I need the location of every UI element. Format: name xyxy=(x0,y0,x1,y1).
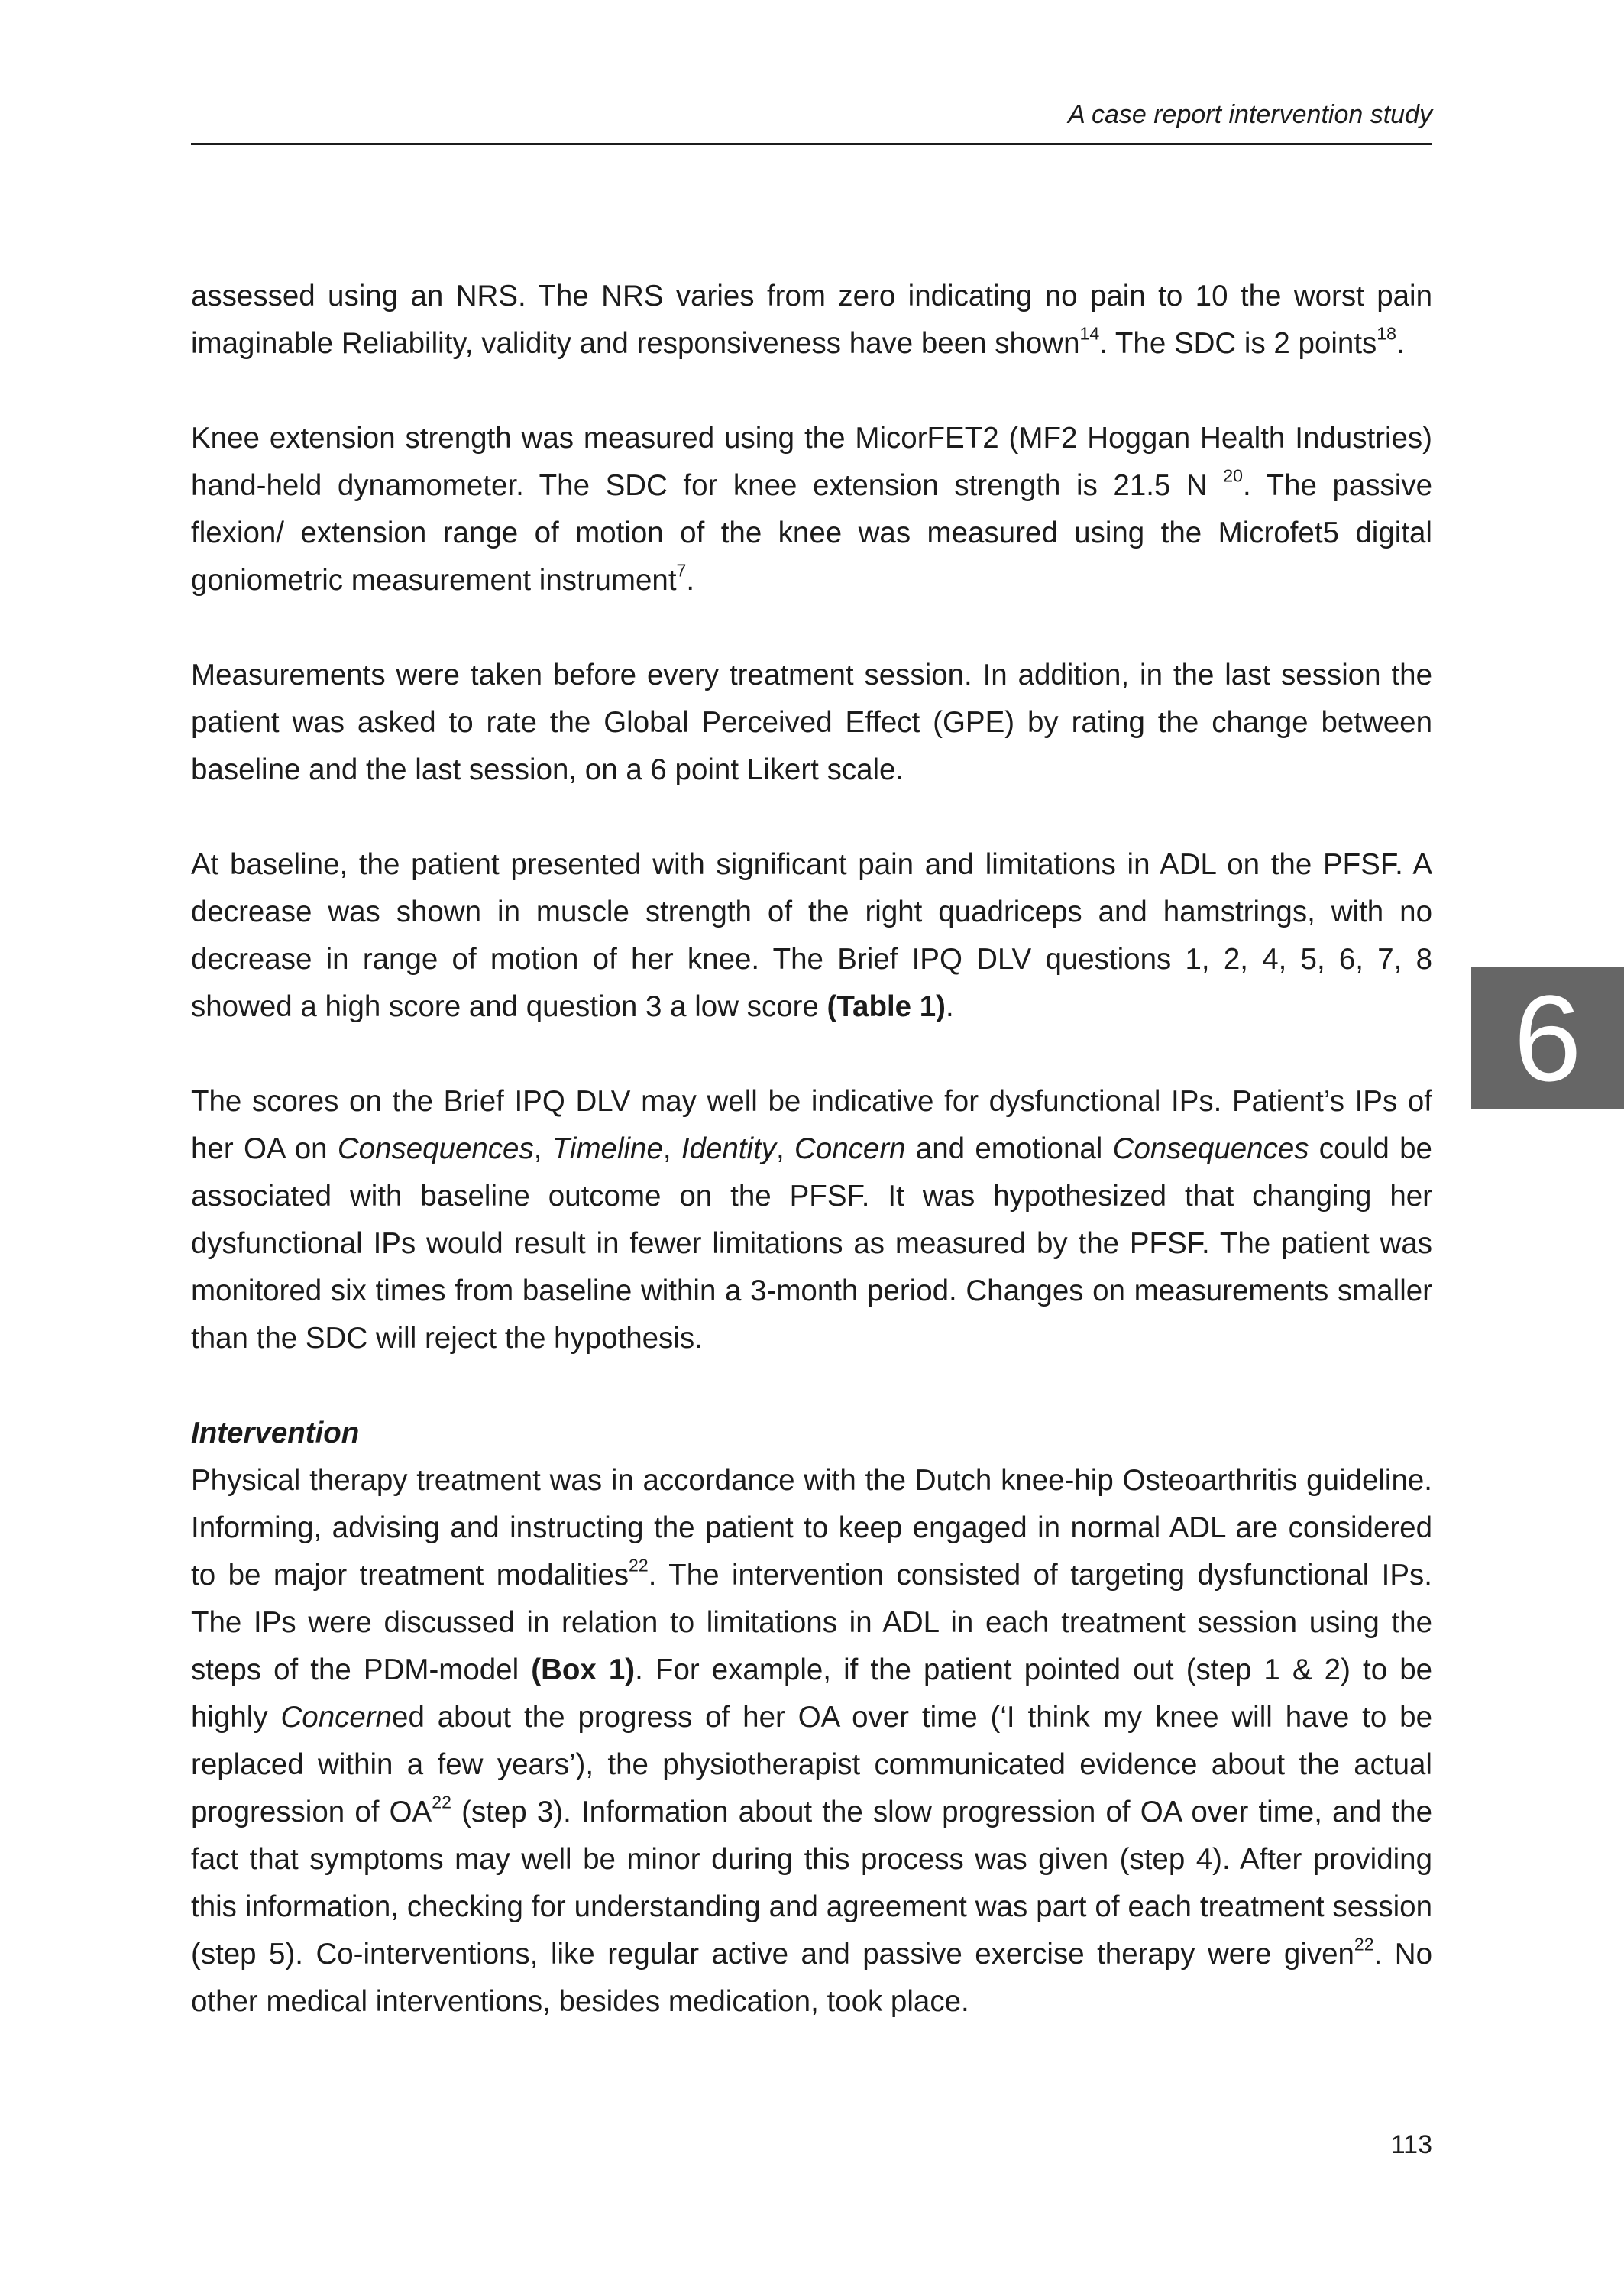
box-reference: (Box 1) xyxy=(531,1653,636,1686)
text-run: (step 3). Information about the slow progression of OA over time, and the fact that symptoms may well be minor during this process was given (step 4). After providing this information, checking for understanding and agreement was part of each treatment session (step 5). Co-interventions, like regular active and passive exercise therapy were given xyxy=(191,1796,1432,1971)
italic-term: Consequences xyxy=(337,1132,534,1165)
text-run: , xyxy=(533,1132,552,1165)
italic-term: Identity xyxy=(681,1132,777,1165)
citation: 7 xyxy=(676,560,687,581)
text-run: and emotional xyxy=(905,1132,1113,1165)
text-run: , xyxy=(662,1132,681,1165)
header-rule xyxy=(191,143,1432,145)
text-run: , xyxy=(776,1132,795,1165)
text-run: . xyxy=(686,564,695,597)
text-run: The scores on the Brief IPQ DLV may well be indicative for dysfunctional IPs. Patient’s IPs of her OA on xyxy=(191,1085,1432,1165)
text-run: Knee extension strength was measured using the MicorFET2 (MF2 Hoggan Health Industries) hand-held dynamometer. The SDC for knee extension strength is 21.5 N xyxy=(191,422,1432,502)
italic-term: Consequences xyxy=(1112,1132,1309,1165)
citation: 20 xyxy=(1223,465,1243,486)
text-run: . The SDC is 2 points xyxy=(1099,327,1377,360)
citation: 22 xyxy=(1354,1934,1374,1955)
text-run: could be associated with baseline outcome on the PFSF. It was hypothesized that changing her dysfunctional IPs would result in fewer limitations as measured by the PFSF. The patient was monitored six times from baseline within a 3-month period. Changes on measurements smaller than the SDC will reject the hypothesis. xyxy=(191,1132,1432,1355)
citation: 22 xyxy=(629,1555,649,1576)
citation: 14 xyxy=(1079,323,1100,344)
paragraph-knee-strength xyxy=(191,415,1432,604)
text-run: Physical therapy treatment was in accordance with the Dutch knee-hip Osteoarthritis guideline. Informing, advising and instructing the patient to keep engaged in normal ADL are considered to be major treatment modalities xyxy=(191,1464,1432,1592)
paragraph-hypothesis xyxy=(191,1078,1432,1362)
section-heading-intervention: Intervention xyxy=(191,1417,360,1449)
text-run: assessed using an NRS. The NRS varies from zero indicating no pain to 10 the worst pain imaginable Reliability, validity and responsiveness have been shown xyxy=(191,280,1432,360)
chapter-tab: 6 xyxy=(1471,967,1624,1109)
text-run: . xyxy=(1396,327,1405,360)
citation: 22 xyxy=(432,1792,451,1812)
text-run: . For example, if the patient pointed out (step 1 & 2) to be highly xyxy=(191,1653,1433,1734)
paragraph-nrs xyxy=(191,273,1432,368)
page-number: 113 xyxy=(1390,2130,1432,2159)
text-run: . xyxy=(946,990,954,1023)
text-run: . The passive flexion/ extension range of motion of the knee was measured using the Microfet5 digital goniometric measurement instrument xyxy=(191,469,1432,597)
table-reference: (Table 1) xyxy=(827,990,946,1023)
running-header: A case report intervention study xyxy=(1068,100,1432,129)
italic-term: Concern xyxy=(280,1701,393,1734)
body-text xyxy=(191,273,1432,2026)
citation: 18 xyxy=(1377,323,1396,344)
text-run: At baseline, the patient presented with significant pain and limitations in ADL on the PFSF. A decrease was shown in muscle strength of the right quadriceps and hamstrings, with no decrease in range of motion of her knee. The Brief IPQ DLV questions 1, 2, 4, 5, 6, 7, 8 showed a high score and question 3 a low score xyxy=(191,848,1432,1023)
paragraph-baseline xyxy=(191,841,1432,1031)
paragraph-measurements: Measurements were taken before every treatment session. In addition, in the last session the patient was asked to rate the Global Perceived Effect (GPE) by rating the change between baseline and the last session, on a 6 point Likert scale. xyxy=(191,659,1432,786)
text-run: . The intervention consisted of targeting dysfunctional IPs. The IPs were discussed in relation to limitations in ADL in each treatment session using the steps of the PDM-model xyxy=(191,1559,1432,1686)
italic-term: Timeline xyxy=(552,1132,663,1165)
italic-term: Concern xyxy=(794,1132,906,1165)
text-run: ed about the progress of her OA over time (‘I think my knee will have to be replaced within a few years’), the physiotherapist communicated evidence about the actual progression of OA xyxy=(191,1701,1432,1828)
paragraph-intervention xyxy=(191,1457,1432,2026)
text-run: . No other medical interventions, besides medication, took place. xyxy=(191,1938,1432,2018)
